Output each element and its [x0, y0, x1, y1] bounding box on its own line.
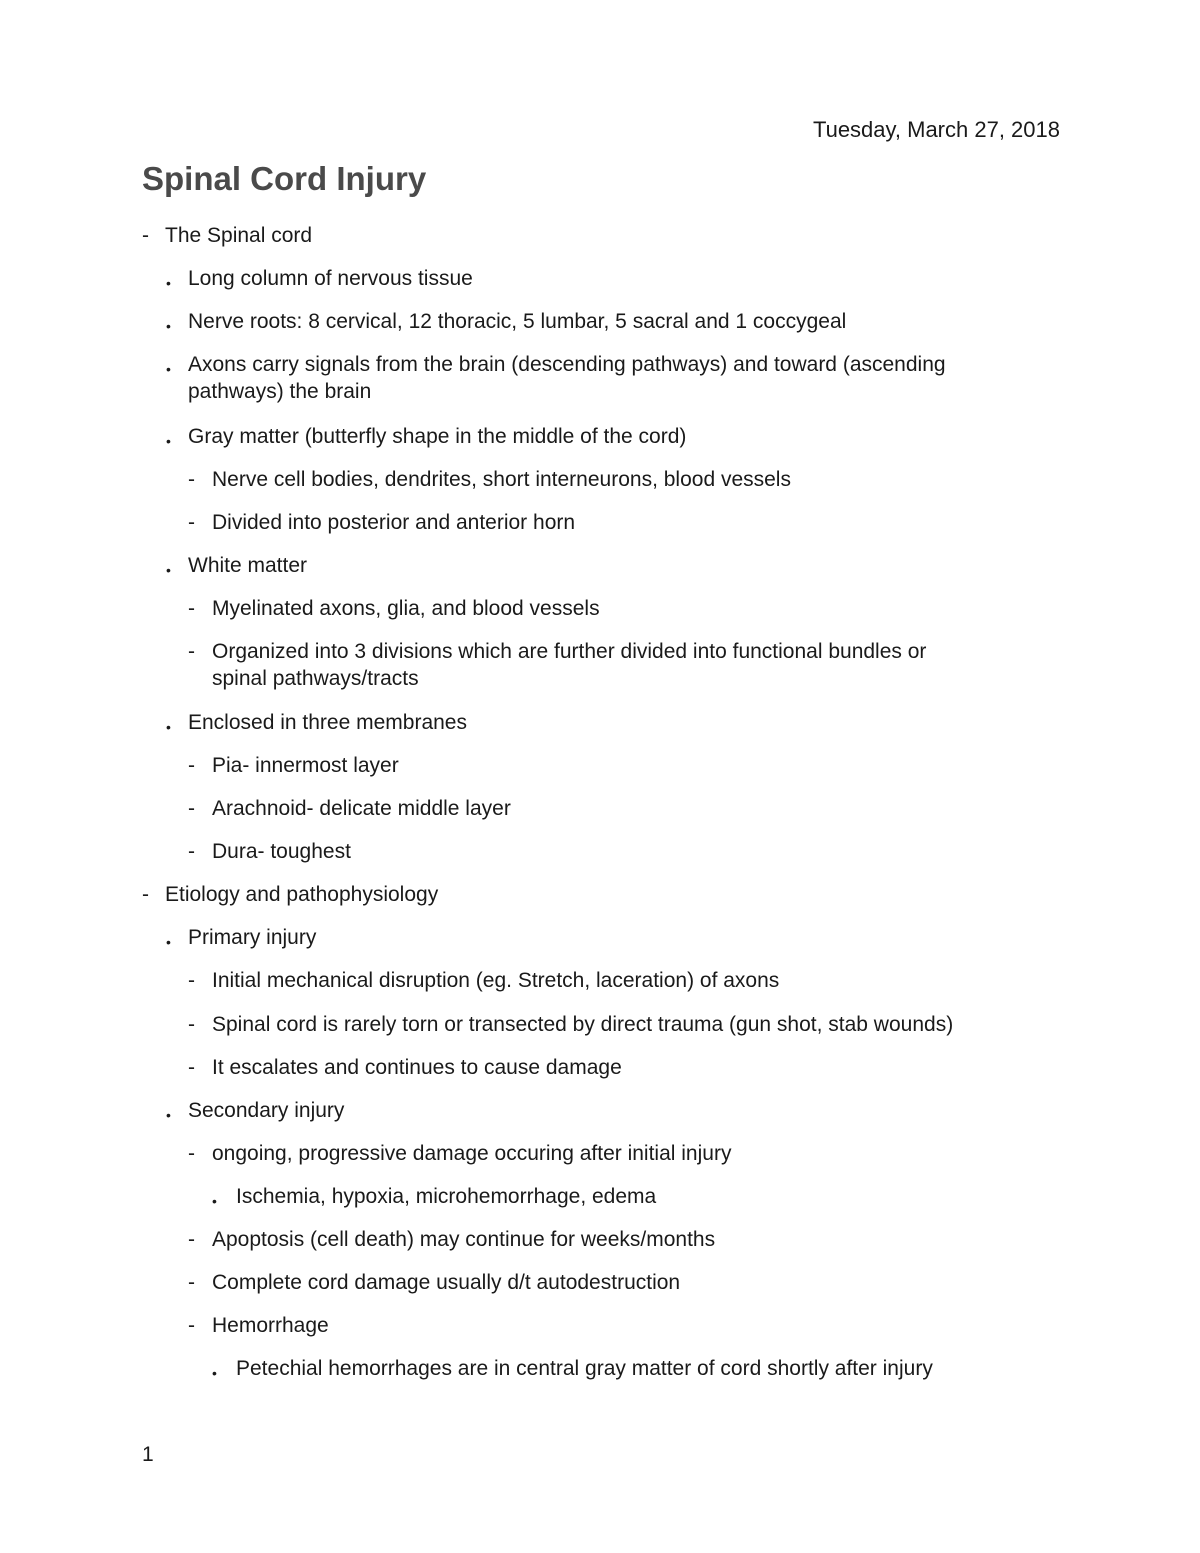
bullet-dash-icon: - — [188, 597, 195, 620]
outline-item: Primary injury — [188, 926, 317, 949]
bullet-dot-icon: • — [166, 562, 171, 578]
bullet-dash-icon: - — [188, 1228, 195, 1251]
bullet-dot-icon: • — [212, 1193, 217, 1209]
outline-item: Organized into 3 divisions which are further divided into functional bundles or — [212, 640, 927, 663]
bullet-dash-icon: - — [188, 468, 195, 491]
outline-item: Nerve cell bodies, dendrites, short interneurons, blood vessels — [212, 468, 791, 491]
bullet-dash-icon: - — [188, 840, 195, 863]
outline-item: Apoptosis (cell death) may continue for weeks/months — [212, 1228, 716, 1251]
outline-item: Spinal cord is rarely torn or transected by direct trauma (gun shot, stab wounds) — [212, 1013, 954, 1036]
bullet-dot-icon: • — [166, 275, 171, 291]
bullet-dot-icon: • — [166, 719, 171, 735]
bullet-dash-icon: - — [142, 224, 149, 247]
outline-item: Nerve roots: 8 cervical, 12 thoracic, 5 lumbar, 5 sacral and 1 coccygeal — [188, 310, 847, 333]
outline-item-continuation: spinal pathways/tracts — [212, 667, 419, 690]
outline-item: Dura- toughest — [212, 840, 351, 863]
outline-item: Pia- innermost layer — [212, 754, 399, 777]
bullet-dash-icon: - — [188, 1056, 195, 1079]
bullet-dash-icon: - — [142, 883, 149, 906]
outline-item: Etiology and pathophysiology — [165, 883, 439, 906]
outline-item: Hemorrhage — [212, 1314, 329, 1337]
page-title: Spinal Cord Injury — [142, 160, 427, 197]
outline-item: The Spinal cord — [165, 224, 313, 247]
outline-item: ongoing, progressive damage occuring after initial injury — [212, 1142, 732, 1165]
bullet-dash-icon: - — [188, 1314, 195, 1337]
outline-item: White matter — [188, 554, 308, 577]
outline-item: Gray matter (butterfly shape in the middle of the cord) — [188, 425, 687, 448]
outline-item: Petechial hemorrhages are in central gray matter of cord shortly after injury — [236, 1357, 933, 1380]
document-date: Tuesday, March 27, 2018 — [812, 117, 1060, 142]
bullet-dash-icon: - — [188, 1271, 195, 1294]
outline-item-continuation: pathways) the brain — [188, 380, 372, 403]
bullet-dot-icon: • — [166, 433, 171, 449]
bullet-dash-icon: - — [188, 797, 195, 820]
outline-item: Enclosed in three membranes — [188, 711, 467, 734]
bullet-dot-icon: • — [166, 1107, 171, 1123]
bullet-dash-icon: - — [188, 1013, 195, 1036]
outline-item: Complete cord damage usually d/t autodestruction — [212, 1271, 681, 1294]
outline-item: Myelinated axons, glia, and blood vessels — [212, 597, 600, 620]
bullet-dash-icon: - — [188, 640, 195, 663]
bullet-dash-icon: - — [188, 754, 195, 777]
page-number: 1 — [142, 1443, 154, 1466]
outline-item: Arachnoid- delicate middle layer — [212, 797, 511, 820]
outline-item: Secondary injury — [188, 1099, 345, 1122]
bullet-dash-icon: - — [188, 969, 195, 992]
bullet-dot-icon: • — [212, 1365, 217, 1381]
bullet-dash-icon: - — [188, 511, 195, 534]
bullet-dot-icon: • — [166, 934, 171, 950]
outline-item: Ischemia, hypoxia, microhemorrhage, edema — [236, 1185, 657, 1208]
outline-item: Initial mechanical disruption (eg. Stretch, laceration) of axons — [212, 969, 780, 992]
bullet-dot-icon: • — [166, 318, 171, 334]
outline-item: Divided into posterior and anterior horn — [212, 511, 576, 534]
bullet-dot-icon: • — [166, 361, 171, 377]
outline-item: Long column of nervous tissue — [188, 267, 473, 290]
outline-item: Axons carry signals from the brain (descending pathways) and toward (ascending — [188, 353, 946, 376]
outline-item: It escalates and continues to cause damage — [212, 1056, 622, 1079]
bullet-dash-icon: - — [188, 1142, 195, 1165]
